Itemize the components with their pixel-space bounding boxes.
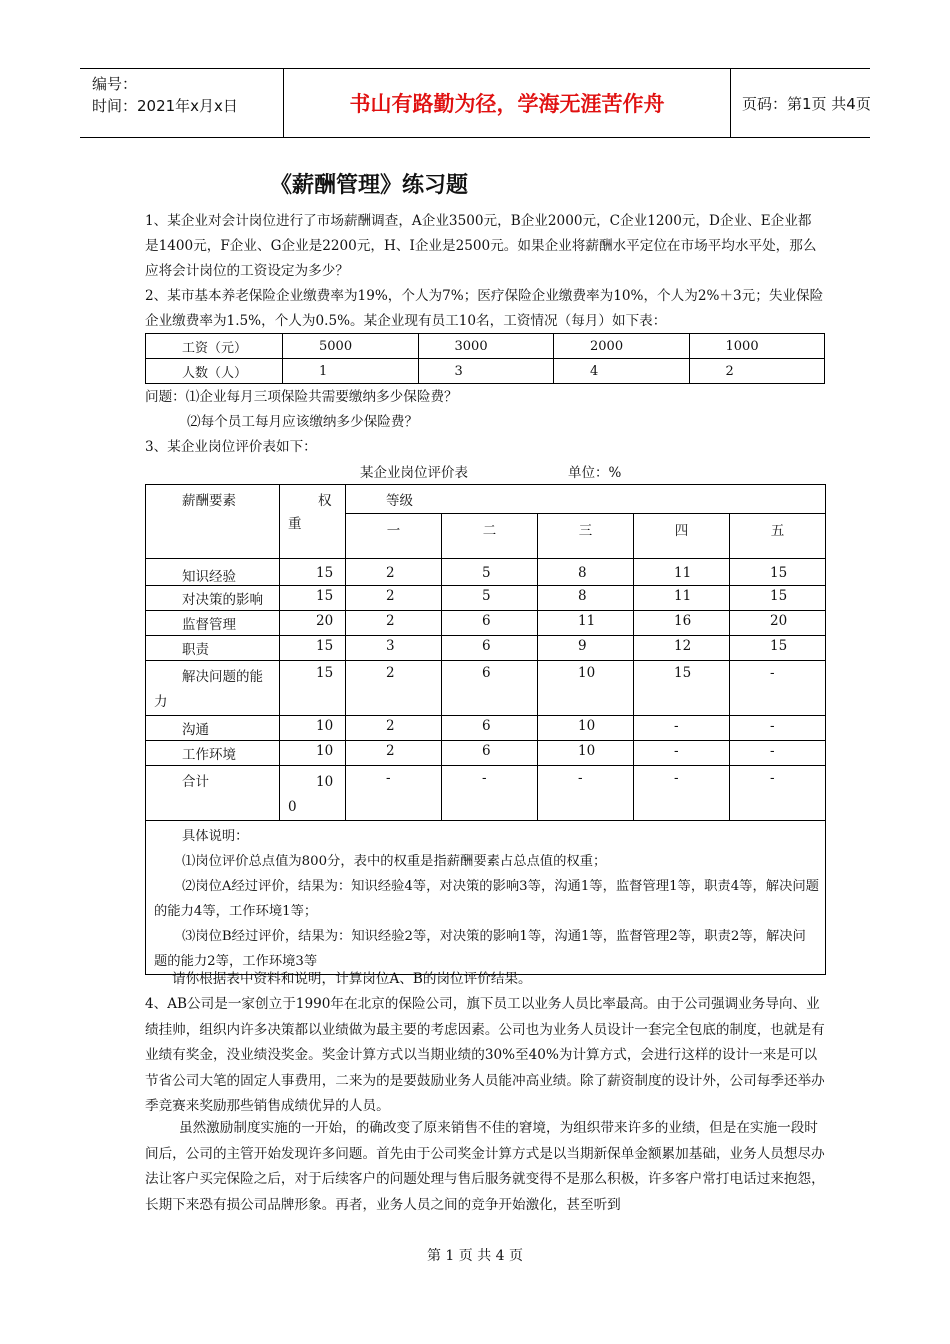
- weight-cell-line-2: 0: [288, 799, 297, 815]
- grade-cell: 2: [346, 559, 442, 586]
- grade-cell: 10: [538, 741, 634, 766]
- grade-cell: 2: [346, 741, 442, 766]
- header-weight-b: 重: [288, 516, 302, 532]
- factor-cell-line-2: 力: [154, 694, 168, 710]
- table-caption: 某企业岗位评价表: [360, 465, 468, 481]
- grade-cell: 6: [442, 611, 538, 636]
- page-footer: 第 1 页 共 4 页: [426, 1248, 524, 1264]
- header-weight: [280, 485, 346, 559]
- table-row: [146, 586, 826, 611]
- grade-cell: 3: [346, 636, 442, 661]
- question-4-paragraph-2: 虽然激励制度实施的一开始，的确改变了原来销售不佳的窘境，为组织带来许多的业绩，但是在实施一段时间后，公司的主管开始发现许多问题。首先由于公司奖金计算方式是以当期新保单金额累加基础，业务人员想尽办法让客户买完保险之后，对于后续客户的问题处理与售后服务就变得不是那么积极，许多客户常打电话过来抱怨，长期下来恐有损公司品牌形象。再者，业务人员之间的竞争开始激化，甚至听到: [145, 1120, 825, 1213]
- grade-cell: -: [634, 741, 730, 766]
- grade-cell: 5: [442, 559, 538, 586]
- grade-cell: 9: [538, 636, 634, 661]
- table-cell: 人数（人）: [146, 359, 283, 384]
- grade-cell: 15: [730, 586, 826, 611]
- question-3-request: 请你根据表中资料和说明，计算岗位A、B的岗位评价结果。: [172, 971, 532, 987]
- weight-cell: 10: [280, 716, 346, 741]
- table-cell: 3000: [418, 334, 554, 359]
- header-grade: 等级: [346, 485, 826, 514]
- grade-cell: -: [730, 716, 826, 741]
- question-2-part-1: 问题：⑴企业每月三项保险共需要缴纳多少保险费？: [145, 389, 458, 405]
- grade-4: 四: [634, 514, 730, 559]
- grade-cell: -: [538, 766, 634, 821]
- question-1: 1、某企业对会计岗位进行了市场薪酬调查，A企业3500元，B企业2000元，C企业1200元，D企业、E企业都是1400元，F企业、G企业是2200元，H、I企业是2500元。如果企业将薪酬水平定位在市场平均水平处，那么应将会计岗位的工资设定为多少？: [145, 213, 817, 279]
- grade-cell: 6: [442, 741, 538, 766]
- notes-heading: 具体说明：: [182, 829, 249, 844]
- factor-cell: 对决策的影响: [146, 586, 280, 611]
- grade-cell: 2: [346, 716, 442, 741]
- grade-cell: 15: [730, 559, 826, 586]
- weight-cell: 10: [280, 741, 346, 766]
- header-weight-a: 权: [318, 493, 332, 509]
- note-2: ⑵岗位A经过评价，结果为：知识经验4等，对决策的影响3等，沟通1等，监督管理1等，职责4等，解决问题的能力4等，工作环境1等；: [154, 879, 819, 919]
- table-row: [146, 559, 826, 586]
- grade-cell: 2: [346, 611, 442, 636]
- table-cell: 1: [283, 359, 419, 384]
- grade-cell: 15: [730, 636, 826, 661]
- grade-cell: -: [634, 766, 730, 821]
- question-4-paragraph-1: 4、AB公司是一家创立于1990年在北京的保险公司，旗下员工以业务人员比率最高。由于公司强调业务导向、业绩挂帅，组织内许多决策都以业绩做为最主要的考虑因素。公司也为业务人员设计一套完全包底的制度，也就是有业绩有奖金，没业绩没奖金。奖金计算方式以当期业绩的30%至40%为计算方式，会进行这样的设计一来是可以节省公司大笔的固定人事费用，二来为的是要鼓励业务人员能冲高业绩。除了薪资制度的设计外，公司每季还举办季竞赛来奖励那些销售成绩优异的人员。: [145, 996, 825, 1114]
- table-row-total: [146, 766, 826, 821]
- grade-cell: -: [730, 766, 826, 821]
- grade-1: 一: [346, 514, 442, 559]
- table-row: [146, 611, 826, 636]
- table-row: [146, 661, 826, 716]
- header-motto: 书山有路勤为径，学海无涯苦作舟: [283, 69, 731, 137]
- weight-cell: 20: [280, 611, 346, 636]
- question-2-part-2: ⑵每个员工每月应该缴纳多少保险费？: [187, 414, 419, 430]
- grade-cell: 8: [538, 586, 634, 611]
- table-cell: 2: [689, 359, 825, 384]
- grade-cell: 11: [538, 611, 634, 636]
- table-cell: 3: [418, 359, 554, 384]
- grade-cell: -: [634, 716, 730, 741]
- grade-cell: 6: [442, 661, 538, 716]
- weight-cell: [280, 766, 346, 821]
- header-factor: 薪酬要素: [146, 485, 280, 559]
- job-evaluation-table: [145, 484, 826, 975]
- grade-cell: 11: [634, 559, 730, 586]
- weight-cell-line-1: 10: [316, 774, 334, 790]
- factor-cell: 知识经验: [146, 559, 280, 586]
- grade-cell: 6: [442, 716, 538, 741]
- factor-cell: 合计: [146, 766, 280, 821]
- grade-cell: 2: [346, 586, 442, 611]
- table-cell: 1000: [689, 334, 825, 359]
- table-unit: 单位：%: [568, 465, 622, 481]
- table-cell: 工资（元）: [146, 334, 283, 359]
- grade-cell: 6: [442, 636, 538, 661]
- table-cell: 2000: [554, 334, 690, 359]
- weight-cell: 15: [280, 636, 346, 661]
- grade-5: 五: [730, 514, 826, 559]
- table-row: [146, 359, 825, 384]
- grade-cell: 8: [538, 559, 634, 586]
- factor-cell: [146, 661, 280, 716]
- factor-cell: 沟通: [146, 716, 280, 741]
- grade-cell: -: [346, 766, 442, 821]
- grade-cell: -: [442, 766, 538, 821]
- table-cell: 5000: [283, 334, 419, 359]
- weight-cell: 15: [280, 559, 346, 586]
- table-cell: 4: [554, 359, 690, 384]
- weight-cell: 15: [280, 661, 346, 716]
- grade-cell: 12: [634, 636, 730, 661]
- table-header-row: [146, 485, 826, 514]
- question-2: 2、某市基本养老保险企业缴费率为19%，个人为7%；医疗保险企业缴费率为10%，个人为2%＋3元；失业保险企业缴费率为1.5%，个人为0.5%。某企业现有员工10名，工资情况（每月）如下表：: [145, 288, 824, 329]
- factor-cell-line-1: 解决问题的能: [182, 669, 263, 685]
- table-notes-row: [146, 821, 826, 975]
- factor-cell: 职责: [146, 636, 280, 661]
- salary-table: [145, 333, 825, 384]
- grade-cell: 16: [634, 611, 730, 636]
- grade-cell: 5: [442, 586, 538, 611]
- grade-2: 二: [442, 514, 538, 559]
- document-title: 《薪酬管理》练习题: [270, 173, 469, 198]
- grade-cell: 15: [634, 661, 730, 716]
- header-meta: [92, 73, 282, 117]
- factor-cell: 监督管理: [146, 611, 280, 636]
- grade-cell: 10: [538, 661, 634, 716]
- factor-cell: 工作环境: [146, 741, 280, 766]
- page-header: [80, 68, 870, 138]
- weight-cell: 15: [280, 586, 346, 611]
- note-1: ⑴岗位评价总点值为800分，表中的权重是指薪酬要素占总点值的权重；: [182, 854, 607, 869]
- grade-cell: -: [730, 661, 826, 716]
- header-page-label: 页码：第1页 共4页: [742, 94, 871, 113]
- grade-cell: 10: [538, 716, 634, 741]
- grade-cell: 2: [346, 661, 442, 716]
- grade-cell: 11: [634, 586, 730, 611]
- time-label: 时间：2021年x月x日: [92, 97, 238, 115]
- table-row: [146, 716, 826, 741]
- note-3: ⑶岗位B经过评价，结果为：知识经验2等，对决策的影响1等，沟通1等，监督管理2等，职责2等，解决问题的能力2等，工作环境3等: [154, 929, 806, 969]
- grade-cell: -: [730, 741, 826, 766]
- question-3: 3、某企业岗位评价表如下：: [145, 439, 317, 455]
- table-row: [146, 636, 826, 661]
- table-row: [146, 334, 825, 359]
- grade-cell: 20: [730, 611, 826, 636]
- table-row: [146, 741, 826, 766]
- notes-cell: [146, 821, 826, 975]
- grade-3: 三: [538, 514, 634, 559]
- number-label: 编号：: [92, 75, 138, 93]
